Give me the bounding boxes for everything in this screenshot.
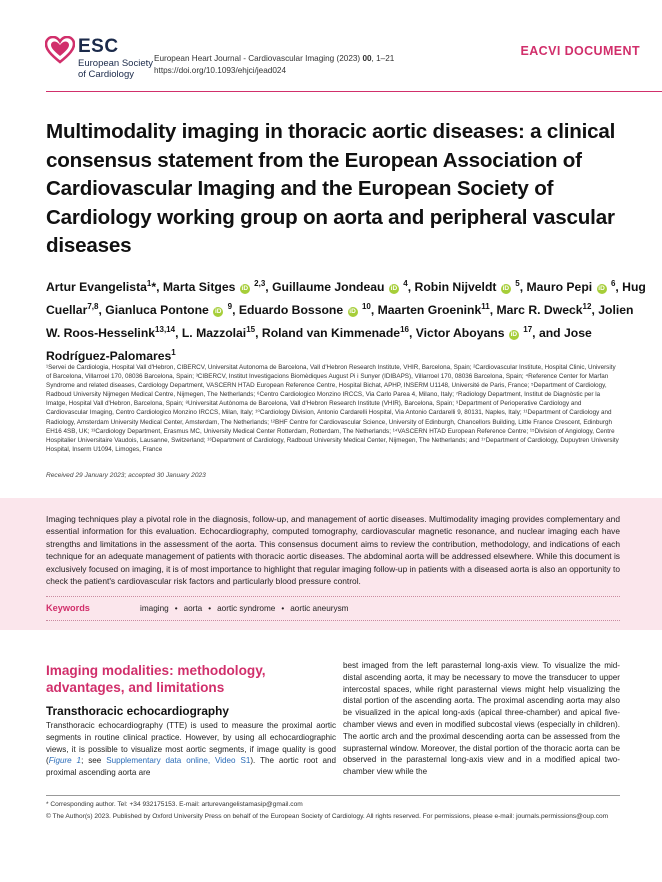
author-name [182, 326, 255, 340]
author-affiliation-number: 9 [227, 302, 233, 312]
orcid-icon[interactable]: iD [214, 308, 222, 316]
body-right-column: best imaged from the left parasternal long-axis view. To visualize the mid-distal ascending aorta, it may be necessary to move the transducer to upper intercostal spaces, while right parasternal views might help visualizing the distal portion of the ascending aorta. The proximal ascending aorta may also be visualized in the apical long-axis (apical three-chamber) and apical five-chamber views and even in modified subcostal views (especially in children). The aortic arch and the proximal descending aorta can be assessed from the suprasternal window. Moreover, the distal portion of the thoracic aorta can be observed in the parasternal long-axis view and in a modified apical two-chamber view while the [343, 661, 620, 777]
author-text: Hug Cuellar [46, 280, 646, 318]
author-text: Artur Evangelista [46, 280, 147, 295]
author-affiliation-number: 7,8 [87, 302, 99, 312]
author-name [415, 280, 520, 294]
author-text: L. Mazzolai [181, 326, 247, 341]
keyword[interactable]: aortic aneurysm [290, 604, 349, 613]
keyword-separator: • [174, 604, 178, 613]
keywords-divider-top [46, 596, 620, 597]
orcid-icon[interactable]: iD [502, 285, 510, 293]
author-affiliation-number: 10 [361, 302, 371, 312]
supplementary-link[interactable]: Supplementary data online, Video S1 [106, 756, 251, 766]
doi-link[interactable]: https://doi.org/10.1093/ehjci/jead024 [154, 66, 287, 75]
author-name [526, 280, 615, 294]
author-affiliation-number: 11 [481, 302, 490, 312]
author-name: and Jose Rodríguez-Palomares$^1$ [46, 326, 592, 364]
keyword-separator: • [281, 604, 285, 613]
keyword[interactable]: imaging [140, 604, 169, 613]
body-left-column [46, 720, 336, 779]
author-text: Victor Aboyans [415, 326, 505, 341]
author-affiliation-number: 6 [610, 279, 616, 288]
journal-citation [154, 53, 394, 77]
esc-logo-subtitle: European Society of Cardiology [78, 58, 153, 80]
author-text: Marta Sitges [162, 280, 236, 295]
author-name [163, 280, 265, 294]
esc-heart-logo-icon [45, 36, 75, 64]
author-affiliation-number: 5 [515, 279, 520, 288]
author-name [497, 303, 592, 317]
article-title: Multimodality imaging in thoracic aortic diseases: a clinical consensus statement from the European Association of Cardiovascular Imaging and the European Society of Cardiology working group on aorta and peripheral vascular diseases [46, 120, 616, 257]
author-affiliation-number: 16 [400, 325, 409, 335]
journal-line: European Heart Journal - Cardiovascular Imaging (2023) [154, 54, 363, 63]
keyword[interactable]: aortic syndrome [217, 604, 276, 613]
author-text: Roland van Kimmenade [261, 326, 401, 341]
author-text: Robin Nijveldt [414, 280, 497, 295]
keywords-divider-bottom [46, 620, 620, 621]
section-heading: Imaging modalities: methodology, advantages, and limitations [46, 663, 266, 695]
author-name: Artur Evangelista$^1$* [46, 279, 157, 295]
orcid-icon[interactable]: iD [510, 331, 518, 339]
keyword[interactable]: aorta [183, 604, 203, 613]
orcid-icon[interactable]: iD [349, 308, 356, 316]
author-text: Maarten Groenink [377, 303, 482, 318]
journal-volume: 00 [362, 54, 372, 63]
header-divider [46, 91, 662, 92]
copyright-note: © The Author(s) 2023. Published by Oxford University Press on behalf of the European Society of Cardiology. All rights reserved. For permissions, please e-mail: journals.permissions@oup.com [46, 813, 609, 820]
author-affiliation-number: 17 [523, 325, 533, 335]
author-list: Artur Evangelista$^1$*, Marta Sitges iD $^{2,3}$, Guillaume Jondeau iD $^4$, Robin Nijveldt iD $^5$, Mauro Pepi iD $^6$, Hug Cuellar$^{7,8}$, Gianluca Pontone iD $^9$, Eduardo Bossone iD $^{10}$, Maarten Groenink$^{11}$, Marc R. Dweck$^{12}$, Jolien W. Roos-Hesselink$^{13,14}$, L. Mazzolai$^{15}$, Roland van Kimmenade$^{16}$, Victor Aboyans iD $^{17}$, and Jose Rodríguez-Palomares$^1$ [46, 279, 646, 364]
orcid-icon[interactable]: iD [390, 285, 398, 293]
received-dates: Received 29 January 2023; accepted 30 January 2023 [46, 472, 206, 479]
author-affiliation-number: 1 [171, 348, 176, 358]
author-name [105, 303, 232, 317]
journal-pages: , 1–21 [371, 54, 395, 63]
abstract-text: Imaging techniques play a pivotal role in the diagnosis, follow-up, and management of aortic diseases. Multimodality imaging provides complementary and essential information for this evaluation. Echocardiography, computed tomography, cardiovascular magnetic resonance, and nuclear imaging each have strengths and limitations in the assessment of the aorta. This consensus document aims to review the contribution, methodology, and indications of each technique for an adequate management of patients with thoracic aortic diseases. The abdominal aorta will be addressed elsewhere. While this document is exclusively focused on imaging, it is of most importance to highlight that regular imaging follow-up in patients with a diseased aorta is also an opportunity to check the patient's cardiovascular risk factors and particularly blood pressure control. [46, 514, 620, 587]
figure-link[interactable]: Figure 1 [48, 756, 82, 766]
author-name [272, 280, 408, 294]
author-text: Guillaume Jondeau [272, 280, 385, 295]
author-text: Eduardo Bossone [238, 303, 344, 318]
body-text: ; see [81, 756, 107, 766]
author-name [416, 326, 532, 340]
author-affiliation-number: 12 [582, 302, 592, 312]
orcid-icon[interactable]: iD [598, 285, 605, 293]
author-affiliation-number: 15 [246, 325, 256, 335]
keywords-label: Keywords [46, 603, 90, 613]
document-type-label: EACVI DOCUMENT [520, 44, 640, 58]
footnote-divider [46, 795, 620, 796]
keywords-list [140, 604, 348, 613]
author-name [239, 303, 371, 317]
subsection-heading: Transthoracic echocardiography [46, 704, 229, 718]
author-affiliation-number: 4 [403, 279, 408, 288]
author-affiliation-number: 2,3 [254, 279, 266, 288]
esc-logo-text: ESC [78, 36, 119, 57]
affiliations: ¹Servei de Cardiologia, Hospital Vall d'Hebron, CIBERCV, Universitat Autonoma de Barcelona, Vall d'Hebron Research Institute, VHIR, Barcelona, Spain; ²Cardiovascular Institute, Hospital Clinic, University of Barcelona, Villarroel 170, 08036 Barcelona, Spain; ³CIBERCV, Institut Investigacions Biomèdiques August Pi i Sunyer (IDIBAPS), Villarroel 170, 08036 Barcelona, Spain; ⁴Reference Center for Marfan Syndrome and related diseases, Cardiology Department, VASCERN HTAD European Reference Centre, Hospital Bichat, APHP, INSERM U1148, Université de Paris, France; ⁵Department of Cardiology, Radboud University Nijmegen Medical Centre, Nijmegen, The Netherlands; ⁶Centro Cardiologico Monzino IRCCS, Via Carlo Parea 4, Milano, Italy; ⁷Radiology Department, Institut de Diagnòstic per la Imatge, Hospital Vall d'Hebron, Barcelona, Spain; ⁸Universitat Autònoma de Barcelona, Vall d'Hebron Research Institute (VHIR), Barcelona, Spain; ⁹Department of Perioperative Cardiology and Cardiovascular Imaging, Centro Cardiologico Monzino IRCCS, Milan, Italy; ¹⁰Cardiology Division, Antonio Cardarelli Hospital, Via Antonio Cardarelli 9, 80131, Naples, Italy; ¹¹Department of Cardiology and Radiology, Amsterdam University Medical Center, Amsterdam, The Netherlands; ¹²BHF Centre for Cardiovascular Science, University of Edinburgh, Chancellors Building, Little France Crescent, Edinburgh EH16 4SB, UK; ¹³Cardiology Department, Erasmus MC, University Medical Center Rotterdam, Rotterdam, The Netherlands; ¹⁴VASCERN HTAD European Reference Centre; ¹⁵Division of Angiology, Centre Hospitalier Universitaire Vaudois, Lausanne, Switzerland; ¹⁶Department of Cardiology, Radboud University Medical Center, Nijmegen, The Netherlands; and ¹⁷Department of Cardiology, Dupuytren University Hospital, Inserm U1094, Limoges, France [46, 364, 619, 453]
author-text: Gianluca Pontone [105, 303, 209, 318]
author-affiliation-number: 1 [146, 279, 152, 288]
author-name [262, 326, 409, 340]
corresponding-author-note: * Corresponding author. Tel: +34 932175153. E-mail: arturevangelistamasip@gmail.com [46, 801, 303, 808]
author-text: Marc R. Dweck [496, 303, 583, 318]
author-text: Jose Rodríguez-Palomares [46, 326, 592, 364]
orcid-icon[interactable]: iD [241, 285, 249, 293]
keyword-separator: • [208, 604, 212, 613]
body-text: ). The aortic root and proximal ascending aorta are [46, 756, 337, 778]
author-name [378, 303, 490, 317]
author-affiliation-number: 13,14 [155, 325, 176, 335]
body-text: Transthoracic echocardiography (TTE) is used to measure the proximal aortic segments in routine clinical practice. However, by using all echocardiographic views, it is possible to visualize most aortic segments, if image quality is good ( [46, 721, 336, 766]
author-text: Mauro Pepi [526, 280, 593, 295]
author-text: Jolien W. Roos-Hesselink [46, 303, 634, 341]
